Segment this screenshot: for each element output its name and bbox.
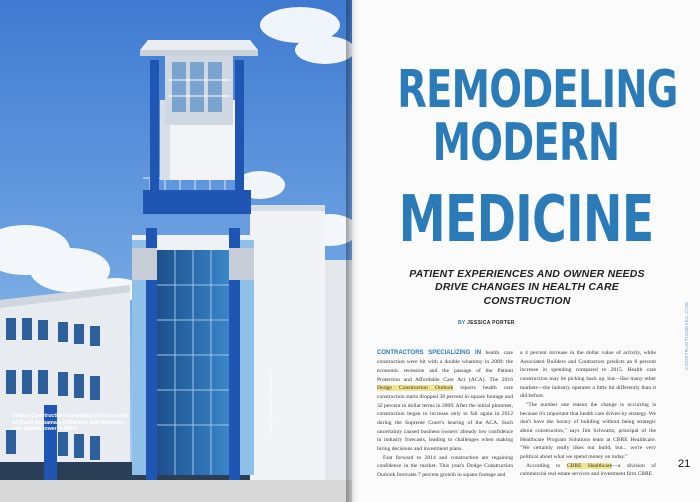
- col2-paragraph-3b: —a division of commercial real estate services and investment firm CBRE: [520, 462, 657, 478]
- highlighted-term-dodge: Dodge Construction Outlook: [377, 385, 454, 392]
- col1-paragraph-1b: reports health care construction starts dropped 38 percent in square footage and 32 percent in dollar terms in 2009. After the initial plummet, construction began to increase only to fall again in 2012 during the Supreme Court's hearing of the ACA. Such uncertainty caused business owners' already low confidence in industry forecasts, leading to challenges when making hiring decisions and investment plans.: [377, 385, 513, 452]
- article-subtitle: PATIENT EXPERIENCES AND OWNER NEEDS DRIVE CHANGES IN HEALTH CARE CONSTRUCTION: [409, 268, 645, 307]
- article-page: [352, 0, 700, 502]
- title-line-1: REMODELING: [397, 60, 678, 120]
- title-line-3: MEDICINE: [398, 183, 654, 257]
- page-number: 21: [678, 458, 691, 470]
- byline: [458, 320, 515, 326]
- col2-paragraph-3: [520, 462, 656, 479]
- highlighted-term-cbre: CBRE Healthcare: [566, 462, 613, 469]
- col2-paragraph-2: "The number one reason the change is occurring is because it's important that health care driven by strategy. We don't have the luxury of building without being strategic about construction," says Jim Schwartz, principal of the Healthcare Program Solutions team at CBRE Healthcare. "We certainly really likes our build, but... we're very political about what we spend money on today.": [520, 401, 656, 460]
- title-line-2: MODERN: [432, 113, 620, 173]
- col2-paragraph-3a: According to: [526, 462, 567, 469]
- page-bottom-strip: [0, 480, 352, 502]
- byline-prefix: BY: [458, 320, 466, 326]
- article-column-1: [377, 349, 513, 479]
- col2-paragraph-1: a 4 percent increase in the dollar value of activity, while Associated Builders and Contractors predicts an 8 percent increase in spending compared to 2015. Health care construction may be picking back up, but—like many other markets—the industry operates a little bit differently than it did before.: [520, 350, 656, 400]
- photo-credit: Dooley Construction / Photo credit: [268, 372, 273, 433]
- article-column-2: [520, 349, 656, 479]
- photo-caption: Dooley Construction completed the University of South Alabama's Children's and Women's new patient tower in 2014.: [12, 413, 129, 433]
- building-photo: [0, 0, 352, 480]
- spine-shadow: [346, 0, 360, 502]
- side-url: CONSTRUCTIONEXEC.COM: [684, 301, 689, 370]
- col1-paragraph-2: Fast forward to 2014 and construction are regaining confidence in the market. This year's Dodge Construction Outlook forecasts 7 percent growth in square footage and: [377, 454, 513, 478]
- byline-author: JESSICA PORTER: [467, 320, 515, 326]
- col1-paragraph-1a: health care construction were hit with a double whammy in 2009: the economic recession and the passage of the Patient Protection and Affordable Care Act (ACA). The 2016: [377, 350, 513, 383]
- lead-in: CONTRACTORS SPECIALIZING IN: [377, 350, 482, 356]
